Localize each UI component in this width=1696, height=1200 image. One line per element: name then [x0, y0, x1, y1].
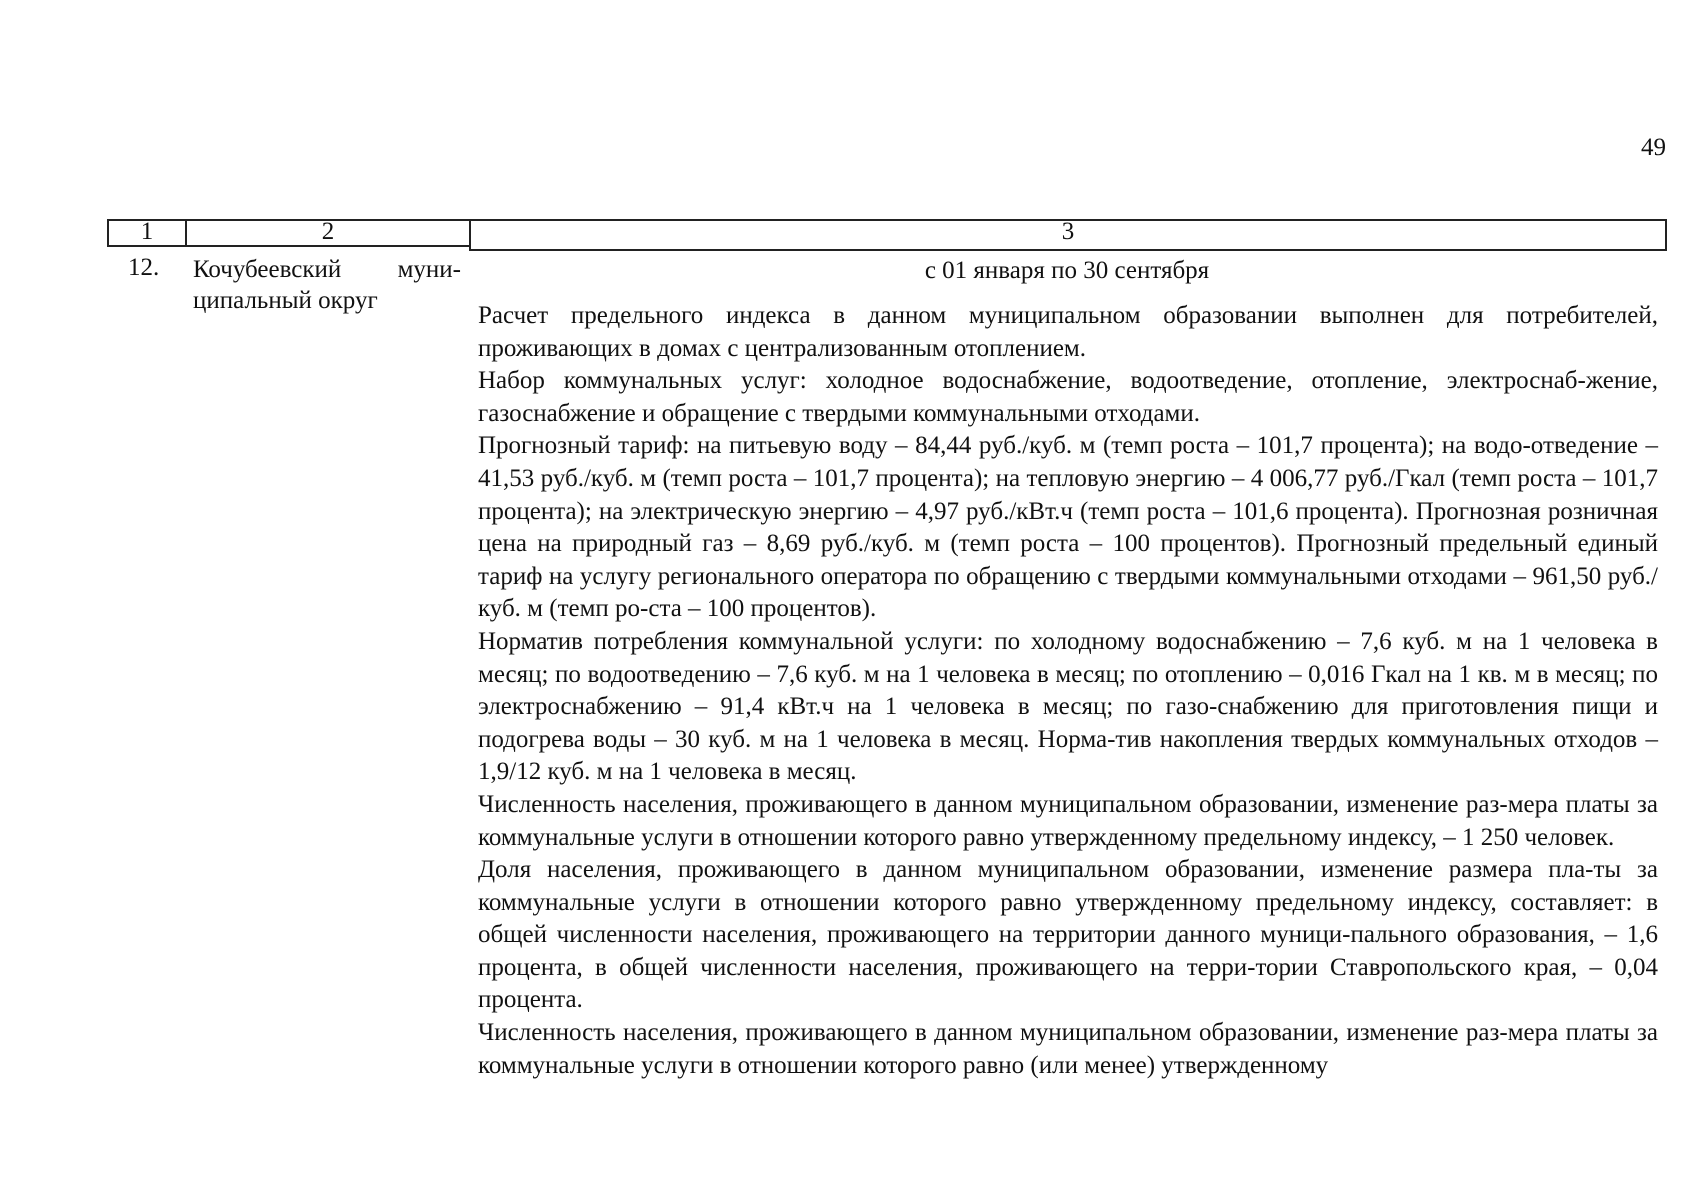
municipality-name: Кочубеевский муни-ципальный округ	[193, 256, 461, 314]
page-number: 49	[1641, 134, 1666, 161]
table-header-col-1: 1	[107, 219, 185, 247]
table-header-row	[107, 219, 1667, 251]
row-description	[478, 300, 1658, 1082]
paragraph-population-count: Численность населения, проживающего в данном муниципальном образовании, изменение раз-мера платы за коммунальные услуги в отношении которого равно утвержденному предельному индексу, – 1 250 человек.	[478, 790, 1658, 851]
table-header-col-3: 3	[469, 219, 1667, 251]
row-number: 12.	[128, 254, 160, 281]
table-header-col-2: 2	[185, 219, 469, 247]
paragraph-consumption-norms: Норматив потребления коммунальной услуги: по холодному водоснабжению – 7,6 куб. м на 1 человека в месяц; по водоотведению – 7,6 куб. м на 1 человека в месяц; по отоплению – 0,016 Гкал на 1 кв. м в месяц; по электроснабжению – 91,4 кВт.ч на 1 человека в месяц; по газо-снабжению для приготовления пищи и подогрева воды – 30 куб. м на 1 человека в месяц. Норма-тив накопления твердых коммунальных отходов – 1,9/12 куб. м на 1 человека в месяц.	[478, 627, 1658, 786]
paragraph-population-share: Доля населения, проживающего в данном муниципальном образовании, изменение размера пла-ты за коммунальные услуги в отношении которого равно утвержденному предельному индексу, составляет: в общей численности населения, проживающего на территории данного муници-пального образования, – 1,6 процента, в общей численности населения, проживающего на терри-тории Ставропольского края, – 0,04 процента.	[478, 856, 1658, 1014]
paragraph-calculation-scope: Расчет предельного индекса в данном муниципальном образовании выполнен для потребителей, проживающих в домах с централизованным отоплением.	[478, 302, 1658, 362]
paragraph-population-count-le: Численность населения, проживающего в данном муниципальном образовании, изменение раз-мера платы за коммунальные услуги в отношении которого равно (или менее) утвержденному	[478, 1019, 1658, 1079]
paragraph-forecast-tariffs: Прогнозный тариф: на питьевую воду – 84,44 руб./куб. м (темп роста – 101,7 процента); на водо-отведение – 41,53 руб./куб. м (темп роста – 101,7 процента); на тепловую энергию – 4 006,77 руб./Гкал (темп роста – 101,7 процента); на электрическую энергию – 4,97 руб./кВт.ч (темп роста – 101,6 процента). Прогнозная розничная цена на природный газ – 8,69 руб./куб. м (темп роста – 100 процентов). Прогнозный предельный единый тариф на услугу регионального оператора по обращению с твердыми коммунальными отходами – 961,50 руб./куб. м (темп ро-ста – 100 процентов).	[478, 432, 1658, 623]
period-heading: с 01 января по 30 сентября	[924, 257, 1210, 284]
paragraph-service-set: Набор коммунальных услуг: холодное водоснабжение, водоотведение, отопление, электроснаб-жение, газоснабжение и обращение с твердыми коммунальными отходами.	[478, 367, 1658, 427]
